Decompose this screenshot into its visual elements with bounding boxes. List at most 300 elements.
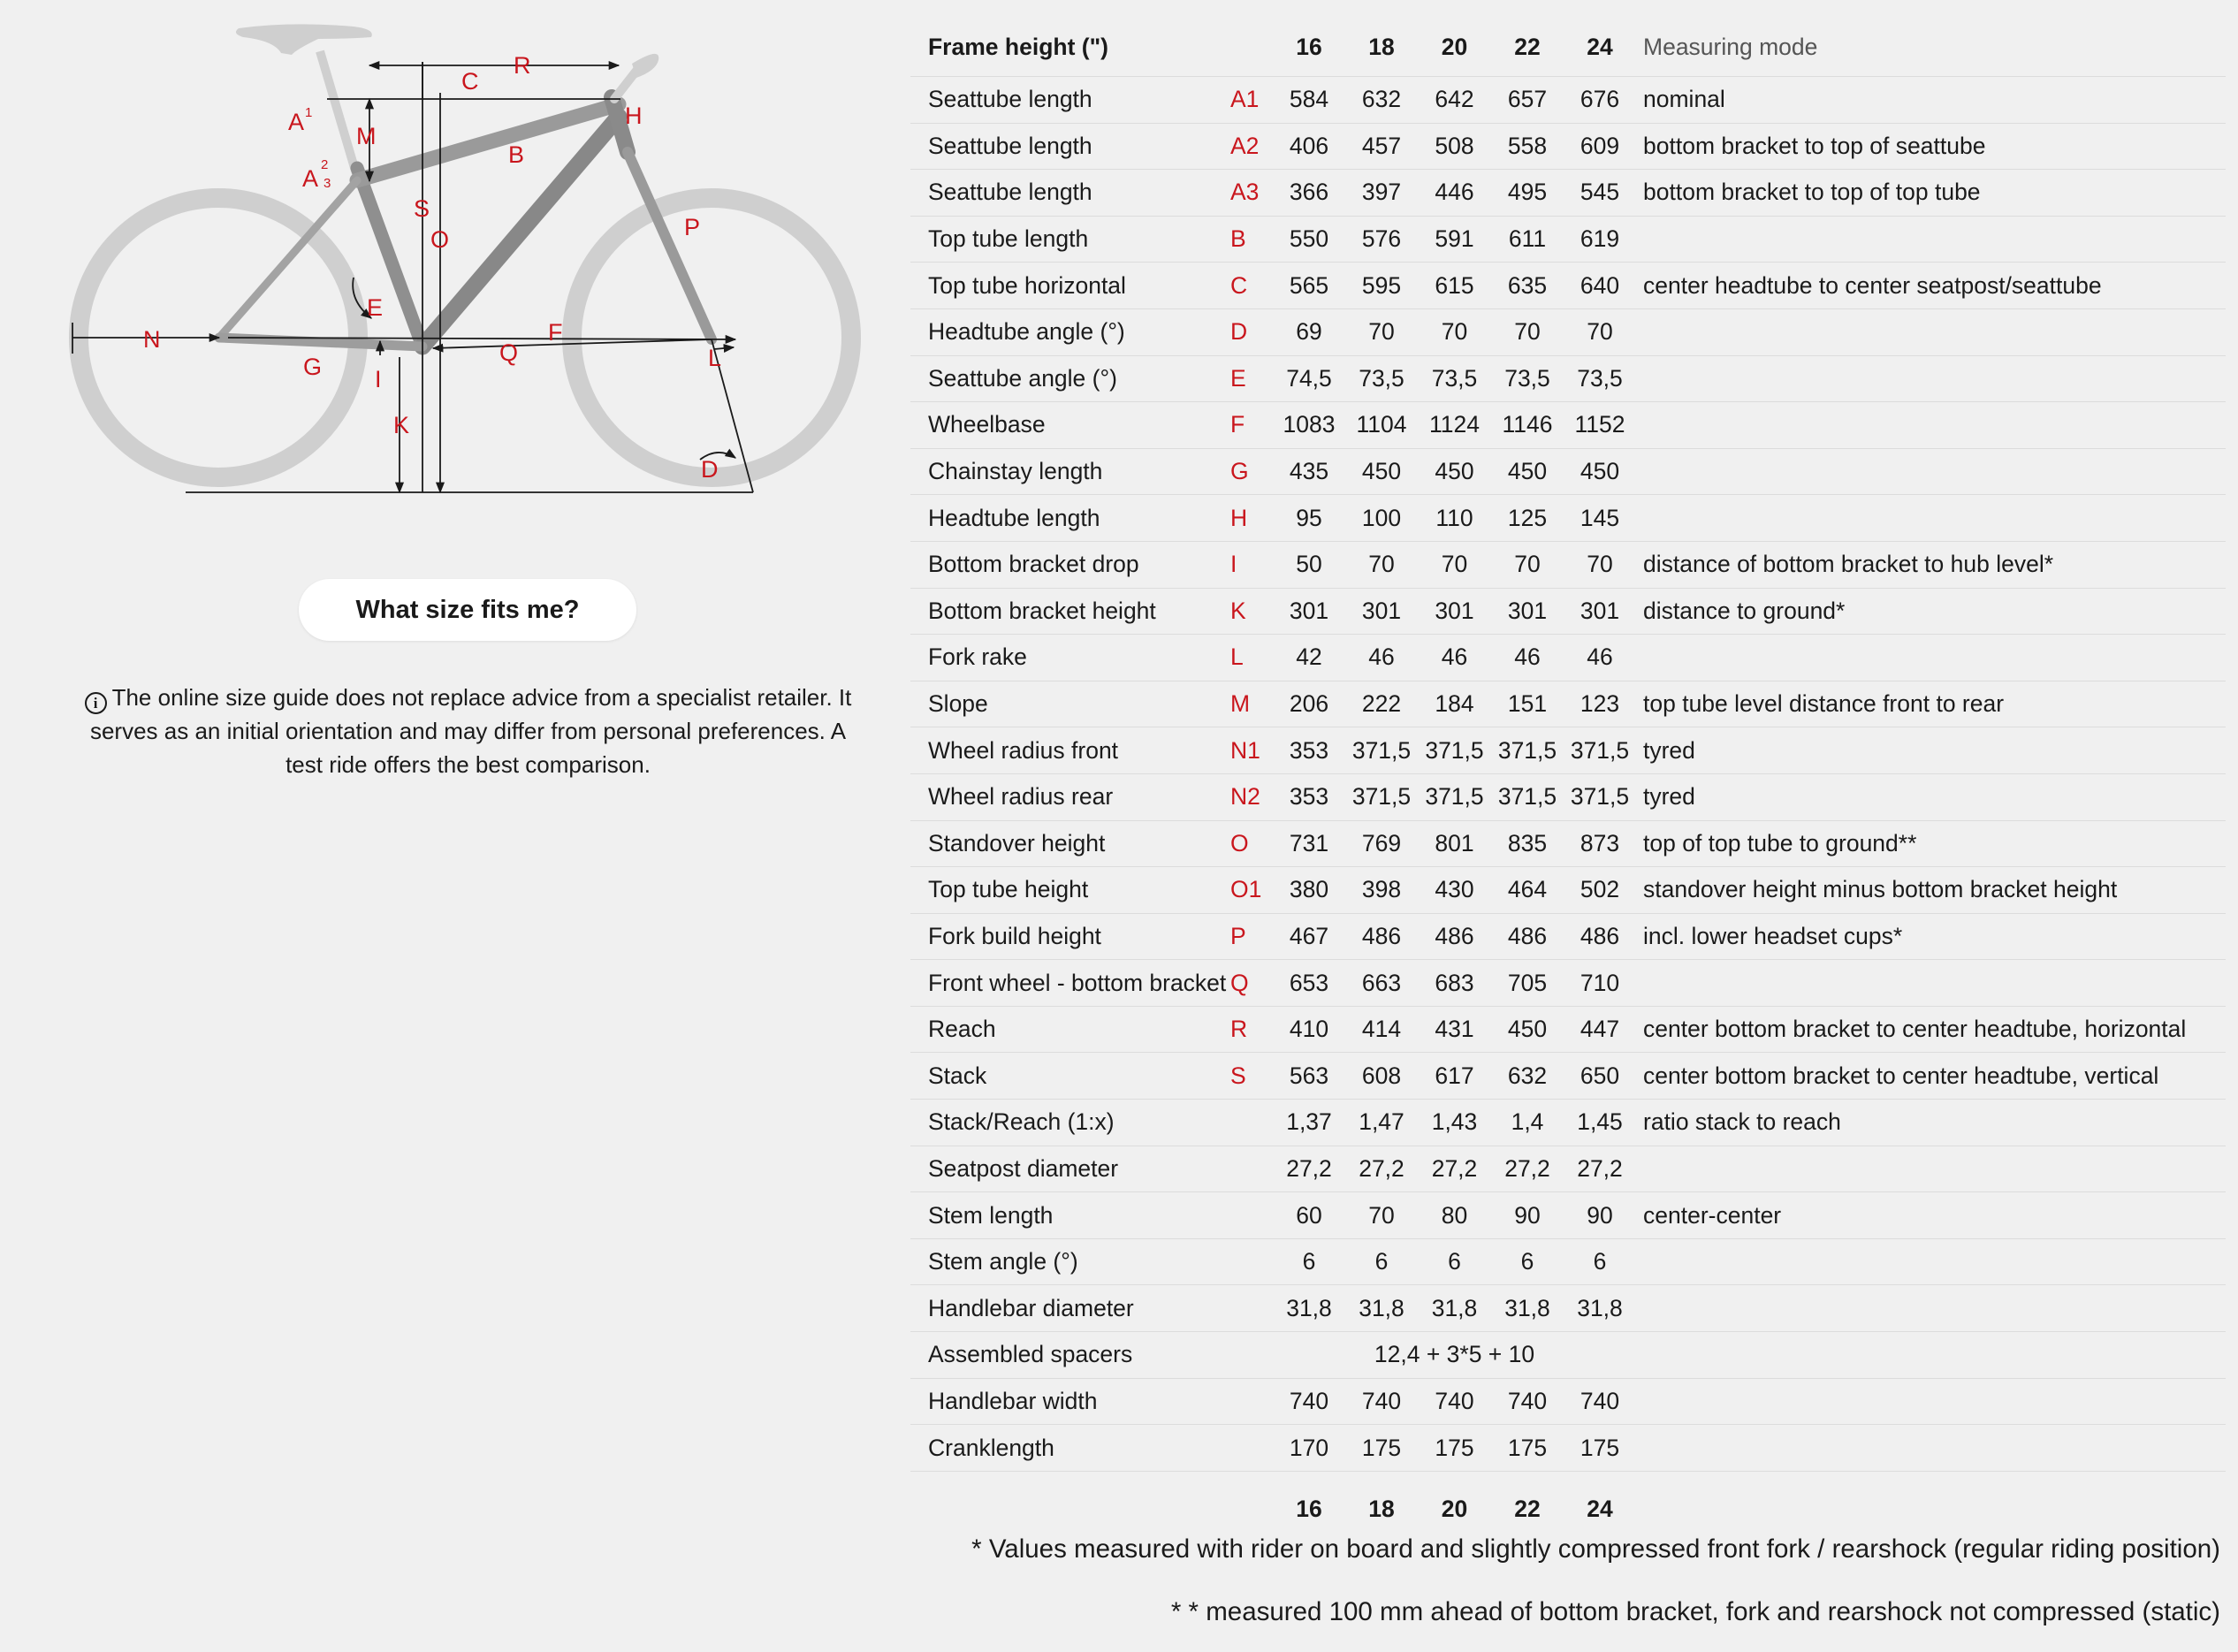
row-code: S <box>1230 1053 1273 1100</box>
row-value: 486 <box>1345 913 1418 960</box>
row-value: 60 <box>1273 1192 1345 1239</box>
table-row <box>910 1238 2226 1285</box>
row-label: Seattube angle (°) <box>910 355 1230 402</box>
row-label: Handlebar diameter <box>910 1285 1230 1332</box>
row-value: 170 <box>1273 1425 1345 1472</box>
row-value: 73,5 <box>1345 355 1418 402</box>
label-a-23: A <box>302 165 319 192</box>
row-code <box>1230 1192 1273 1239</box>
row-value: 42 <box>1273 635 1345 681</box>
table-row <box>910 1192 2226 1239</box>
row-code: D <box>1230 308 1273 355</box>
row-value: 565 <box>1273 263 1345 309</box>
row-value: 371,5 <box>1345 773 1418 820</box>
row-value: 371,5 <box>1345 727 1418 774</box>
table-row <box>910 820 2226 867</box>
bike-frame <box>219 54 712 346</box>
row-label: Headtube length <box>910 495 1230 542</box>
disclaimer <box>72 681 864 781</box>
row-label: Bottom bracket drop <box>910 541 1230 588</box>
row-value: 70 <box>1491 308 1564 355</box>
row-value: 73,5 <box>1418 355 1491 402</box>
row-value: 435 <box>1273 448 1345 495</box>
row-value: 90 <box>1491 1192 1564 1239</box>
row-value: 450 <box>1418 448 1491 495</box>
row-label: Top tube length <box>910 216 1230 263</box>
label-m: M <box>356 123 377 149</box>
table-row <box>910 1006 2226 1053</box>
row-value: 650 <box>1564 1053 1636 1100</box>
row-mode <box>1636 1238 2226 1285</box>
row-value: 740 <box>1418 1378 1491 1425</box>
label-h: H <box>625 103 643 129</box>
row-value: 175 <box>1564 1425 1636 1472</box>
row-value: 380 <box>1273 867 1345 914</box>
row-code: Q <box>1230 960 1273 1007</box>
label-g: G <box>303 354 323 380</box>
label-p: P <box>684 214 701 240</box>
row-mode: ratio stack to reach <box>1636 1100 2226 1146</box>
row-value: 371,5 <box>1418 773 1491 820</box>
row-value: 46 <box>1564 635 1636 681</box>
size-footer: 24 <box>1587 1496 1613 1523</box>
row-value: 301 <box>1564 588 1636 635</box>
label-i: I <box>375 366 382 392</box>
table-row <box>910 681 2226 727</box>
row-value: 450 <box>1345 448 1418 495</box>
label-o: O <box>430 226 450 253</box>
row-value: 110 <box>1418 495 1491 542</box>
table-row <box>910 216 2226 263</box>
frame-height-header: Frame height (") <box>910 18 1230 77</box>
table-row <box>910 913 2226 960</box>
row-value: 495 <box>1491 170 1564 217</box>
row-mode: top tube level distance front to rear <box>1636 681 2226 727</box>
row-label: Seatpost diameter <box>910 1146 1230 1192</box>
row-mode: standover height minus bottom bracket height <box>1636 867 2226 914</box>
row-value: 73,5 <box>1564 355 1636 402</box>
row-code: B <box>1230 216 1273 263</box>
row-code: P <box>1230 913 1273 960</box>
label-n: N <box>143 326 161 353</box>
row-value: 371,5 <box>1491 727 1564 774</box>
row-code <box>1230 1285 1273 1332</box>
row-value: 27,2 <box>1564 1146 1636 1192</box>
row-value: 100 <box>1345 495 1418 542</box>
row-mode <box>1636 1285 2226 1332</box>
row-label: Fork build height <box>910 913 1230 960</box>
row-mode: incl. lower headset cups* <box>1636 913 2226 960</box>
row-mode: center headtube to center seatpost/seattube <box>1636 263 2226 309</box>
table-row <box>910 1425 2226 1472</box>
row-value: 70 <box>1418 308 1491 355</box>
row-value: 175 <box>1491 1425 1564 1472</box>
row-code <box>1230 1378 1273 1425</box>
table-row <box>910 495 2226 542</box>
size-footer: 22 <box>1514 1496 1541 1523</box>
row-value: 595 <box>1345 263 1418 309</box>
row-value: 175 <box>1418 1425 1491 1472</box>
row-label: Wheel radius rear <box>910 773 1230 820</box>
row-value: 73,5 <box>1491 355 1564 402</box>
row-mode <box>1636 308 2226 355</box>
geometry-table <box>910 18 2226 1548</box>
row-label: Wheel radius front <box>910 727 1230 774</box>
row-label: Stack <box>910 1053 1230 1100</box>
row-value: 175 <box>1345 1425 1418 1472</box>
label-sup-2: 2 <box>321 157 329 172</box>
row-value: 640 <box>1564 263 1636 309</box>
row-value: 663 <box>1345 960 1418 1007</box>
row-mode: center bottom bracket to center headtube, horizontal <box>1636 1006 2226 1053</box>
row-mode <box>1636 495 2226 542</box>
size-footer: 20 <box>1441 1496 1468 1523</box>
row-value: 353 <box>1273 773 1345 820</box>
row-value: 6 <box>1345 1238 1418 1285</box>
row-value: 353 <box>1273 727 1345 774</box>
row-code: L <box>1230 635 1273 681</box>
row-value: 1,45 <box>1564 1100 1636 1146</box>
row-value: 457 <box>1345 123 1418 170</box>
size-header: 20 <box>1418 18 1491 77</box>
row-code <box>1230 1332 1273 1379</box>
row-value: 31,8 <box>1564 1285 1636 1332</box>
row-value: 486 <box>1564 913 1636 960</box>
row-value: 615 <box>1418 263 1491 309</box>
row-value: 653 <box>1273 960 1345 1007</box>
table-row <box>910 402 2226 449</box>
row-value: 450 <box>1564 448 1636 495</box>
row-value: 46 <box>1345 635 1418 681</box>
row-label: Top tube horizontal <box>910 263 1230 309</box>
label-sup-1: 1 <box>305 105 313 120</box>
row-value: 835 <box>1491 820 1564 867</box>
row-value: 70 <box>1491 541 1564 588</box>
row-value: 558 <box>1491 123 1564 170</box>
label-s: S <box>414 195 430 222</box>
row-value: 467 <box>1273 913 1345 960</box>
label-f: F <box>548 319 563 346</box>
row-code: E <box>1230 355 1273 402</box>
row-value: 450 <box>1491 1006 1564 1053</box>
row-mode: center-center <box>1636 1192 2226 1239</box>
label-r: R <box>514 52 531 79</box>
table-row <box>910 1332 2226 1379</box>
row-value: 710 <box>1564 960 1636 1007</box>
row-value: 90 <box>1564 1192 1636 1239</box>
table-row <box>910 773 2226 820</box>
table-row <box>910 1285 2226 1332</box>
row-code: G <box>1230 448 1273 495</box>
row-label: Handlebar width <box>910 1378 1230 1425</box>
row-label: Stem length <box>910 1192 1230 1239</box>
row-value: 80 <box>1418 1192 1491 1239</box>
size-header: 22 <box>1491 18 1564 77</box>
row-value: 550 <box>1273 216 1345 263</box>
row-mode: distance to ground* <box>1636 588 2226 635</box>
row-value: 31,8 <box>1491 1285 1564 1332</box>
row-value: 95 <box>1273 495 1345 542</box>
row-code: A1 <box>1230 77 1273 124</box>
row-mode: distance of bottom bracket to hub level* <box>1636 541 2226 588</box>
table-row <box>910 77 2226 124</box>
table-row <box>910 541 2226 588</box>
row-value: 70 <box>1345 1192 1418 1239</box>
table-row <box>910 308 2226 355</box>
row-value: 740 <box>1273 1378 1345 1425</box>
row-label: Stack/Reach (1:x) <box>910 1100 1230 1146</box>
row-value: 6 <box>1418 1238 1491 1285</box>
row-label: Cranklength <box>910 1425 1230 1472</box>
row-code <box>1230 1425 1273 1472</box>
row-value: 70 <box>1564 308 1636 355</box>
row-value: 27,2 <box>1345 1146 1418 1192</box>
row-mode <box>1636 1378 2226 1425</box>
row-value: 398 <box>1345 867 1418 914</box>
row-mode <box>1636 1146 2226 1192</box>
row-mode <box>1636 1425 2226 1472</box>
row-label: Fork rake <box>910 635 1230 681</box>
row-value: 31,8 <box>1273 1285 1345 1332</box>
row-value: 151 <box>1491 681 1564 727</box>
row-value: 50 <box>1273 541 1345 588</box>
row-value: 123 <box>1564 681 1636 727</box>
table-row <box>910 1146 2226 1192</box>
row-value: 27,2 <box>1491 1146 1564 1192</box>
row-value: 301 <box>1345 588 1418 635</box>
row-value: 414 <box>1345 1006 1418 1053</box>
row-value: 591 <box>1418 216 1491 263</box>
size-footer: 16 <box>1296 1496 1322 1523</box>
row-value: 69 <box>1273 308 1345 355</box>
row-value: 371,5 <box>1564 727 1636 774</box>
row-code: I <box>1230 541 1273 588</box>
row-value: 1,47 <box>1345 1100 1418 1146</box>
row-value: 1152 <box>1564 402 1636 449</box>
row-value: 740 <box>1491 1378 1564 1425</box>
row-code: A2 <box>1230 123 1273 170</box>
row-value: 1,4 <box>1491 1100 1564 1146</box>
row-value: 873 <box>1564 820 1636 867</box>
row-value: 70 <box>1345 308 1418 355</box>
footnote-static: * * measured 100 mm ahead of bottom bracket, fork and rearshock not compressed (static) <box>1170 1597 2220 1626</box>
row-value: 46 <box>1418 635 1491 681</box>
row-value: 206 <box>1273 681 1345 727</box>
row-value: 731 <box>1273 820 1345 867</box>
row-label: Headtube angle (°) <box>910 308 1230 355</box>
row-label: Standover height <box>910 820 1230 867</box>
row-value: 486 <box>1491 913 1564 960</box>
row-label: Bottom bracket height <box>910 588 1230 635</box>
row-value: 632 <box>1345 77 1418 124</box>
row-code: R <box>1230 1006 1273 1053</box>
row-value: 430 <box>1418 867 1491 914</box>
row-code: C <box>1230 263 1273 309</box>
row-value: 502 <box>1564 867 1636 914</box>
row-value: 545 <box>1564 170 1636 217</box>
table-row <box>910 588 2226 635</box>
measuring-mode-header: Measuring mode <box>1636 18 2226 77</box>
row-label: Stem angle (°) <box>910 1238 1230 1285</box>
table-row <box>910 867 2226 914</box>
row-label: Seattube length <box>910 123 1230 170</box>
row-code <box>1230 1100 1273 1146</box>
row-value: 1124 <box>1418 402 1491 449</box>
row-value: 70 <box>1418 541 1491 588</box>
row-code: O <box>1230 820 1273 867</box>
row-value: 617 <box>1418 1053 1491 1100</box>
row-label: Chainstay length <box>910 448 1230 495</box>
row-mode: bottom bracket to top of top tube <box>1636 170 2226 217</box>
row-value: 657 <box>1491 77 1564 124</box>
row-value: 609 <box>1564 123 1636 170</box>
row-code: N1 <box>1230 727 1273 774</box>
row-value: 464 <box>1491 867 1564 914</box>
size-header: 24 <box>1564 18 1636 77</box>
row-label: Wheelbase <box>910 402 1230 449</box>
row-value: 632 <box>1491 1053 1564 1100</box>
row-code: H <box>1230 495 1273 542</box>
label-d: D <box>701 456 719 483</box>
table-row <box>910 355 2226 402</box>
row-mode: top of top tube to ground** <box>1636 820 2226 867</box>
table-row <box>910 1100 2226 1146</box>
size-footer: 18 <box>1368 1496 1395 1523</box>
label-e: E <box>367 294 384 321</box>
row-value: 366 <box>1273 170 1345 217</box>
row-code: F <box>1230 402 1273 449</box>
row-value: 125 <box>1491 495 1564 542</box>
row-value: 576 <box>1345 216 1418 263</box>
row-value: 31,8 <box>1418 1285 1491 1332</box>
row-mode <box>1636 1332 2226 1379</box>
row-label: Seattube length <box>910 77 1230 124</box>
table-row <box>910 123 2226 170</box>
row-value: 1,43 <box>1418 1100 1491 1146</box>
row-mode: tyred <box>1636 727 2226 774</box>
table-row <box>910 448 2226 495</box>
row-value: 6 <box>1491 1238 1564 1285</box>
table-row <box>910 170 2226 217</box>
row-value: 70 <box>1345 541 1418 588</box>
label-sub-3: 3 <box>324 176 331 191</box>
row-value-span: 12,4 + 3*5 + 10 <box>1273 1332 1636 1379</box>
row-value: 619 <box>1564 216 1636 263</box>
row-value: 397 <box>1345 170 1418 217</box>
row-value: 635 <box>1491 263 1564 309</box>
row-code <box>1230 1146 1273 1192</box>
row-value: 608 <box>1345 1053 1418 1100</box>
row-value: 222 <box>1345 681 1418 727</box>
label-k: K <box>393 412 410 438</box>
row-value: 563 <box>1273 1053 1345 1100</box>
row-value: 611 <box>1491 216 1564 263</box>
footnote-rider: * Values measured with rider on board and slightly compressed front fork / rearshock (regular riding position) <box>971 1534 2220 1564</box>
info-icon: i <box>85 692 107 714</box>
row-value: 6 <box>1564 1238 1636 1285</box>
row-code <box>1230 1238 1273 1285</box>
table-row <box>910 1053 2226 1100</box>
label-a: A <box>288 109 305 135</box>
row-value: 27,2 <box>1273 1146 1345 1192</box>
size-header: 16 <box>1273 18 1345 77</box>
row-value: 1,37 <box>1273 1100 1345 1146</box>
row-code: N2 <box>1230 773 1273 820</box>
row-value: 145 <box>1564 495 1636 542</box>
row-value: 371,5 <box>1418 727 1491 774</box>
row-mode <box>1636 355 2226 402</box>
row-label: Reach <box>910 1006 1230 1053</box>
label-q: Q <box>499 339 519 366</box>
row-value: 31,8 <box>1345 1285 1418 1332</box>
row-code: M <box>1230 681 1273 727</box>
row-value: 46 <box>1491 635 1564 681</box>
table-row <box>910 960 2226 1007</box>
row-mode <box>1636 635 2226 681</box>
row-value: 301 <box>1418 588 1491 635</box>
row-value: 446 <box>1418 170 1491 217</box>
row-value: 769 <box>1345 820 1418 867</box>
row-value: 6 <box>1273 1238 1345 1285</box>
table-row <box>910 727 2226 774</box>
dimension-lines <box>72 62 753 492</box>
row-value: 74,5 <box>1273 355 1345 402</box>
table-row <box>910 635 2226 681</box>
label-c: C <box>461 68 479 95</box>
table-row <box>910 263 2226 309</box>
row-code: A3 <box>1230 170 1273 217</box>
row-value: 301 <box>1491 588 1564 635</box>
row-label: Seattube length <box>910 170 1230 217</box>
row-value: 431 <box>1418 1006 1491 1053</box>
row-value: 740 <box>1345 1378 1418 1425</box>
row-mode: center bottom bracket to center headtube, vertical <box>1636 1053 2226 1100</box>
row-value: 1146 <box>1491 402 1564 449</box>
row-value: 1083 <box>1273 402 1345 449</box>
row-label: Front wheel - bottom bracket <box>910 960 1230 1007</box>
row-mode <box>1636 448 2226 495</box>
row-value: 740 <box>1564 1378 1636 1425</box>
diagram-labels <box>143 52 721 483</box>
row-value: 184 <box>1418 681 1491 727</box>
row-value: 450 <box>1491 448 1564 495</box>
row-value: 676 <box>1564 77 1636 124</box>
row-value: 301 <box>1273 588 1345 635</box>
row-value: 371,5 <box>1491 773 1564 820</box>
row-label: Assembled spacers <box>910 1332 1230 1379</box>
label-b: B <box>508 141 525 168</box>
row-code: K <box>1230 588 1273 635</box>
geometry-diagram <box>0 0 884 521</box>
size-header: 18 <box>1345 18 1418 77</box>
row-mode: tyred <box>1636 773 2226 820</box>
row-mode <box>1636 402 2226 449</box>
row-value: 1104 <box>1345 402 1418 449</box>
row-mode: bottom bracket to top of seattube <box>1636 123 2226 170</box>
what-size-fits-me-button[interactable]: What size fits me? <box>299 579 636 641</box>
row-value: 705 <box>1491 960 1564 1007</box>
row-mode <box>1636 960 2226 1007</box>
row-value: 70 <box>1564 541 1636 588</box>
row-code: O1 <box>1230 867 1273 914</box>
row-value: 683 <box>1418 960 1491 1007</box>
table-row <box>910 1378 2226 1425</box>
row-value: 584 <box>1273 77 1345 124</box>
row-value: 642 <box>1418 77 1491 124</box>
row-label: Top tube height <box>910 867 1230 914</box>
table-header-row <box>910 18 2226 77</box>
row-value: 486 <box>1418 913 1491 960</box>
